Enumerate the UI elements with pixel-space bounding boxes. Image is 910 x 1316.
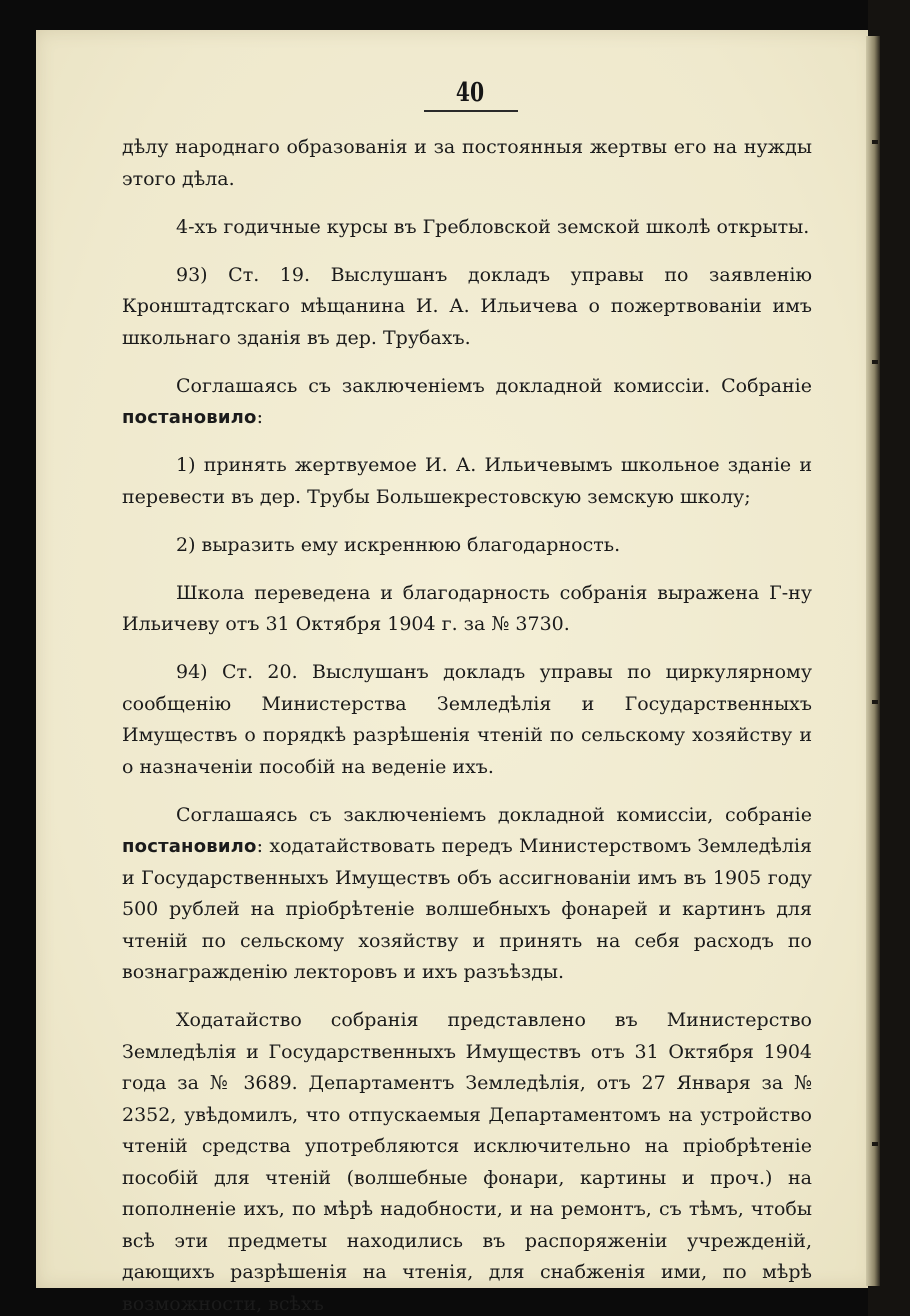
page-number: 40 [455,78,485,108]
paragraph: Школа переведена и благодарность собранія выражена Г-ну Ильичеву отъ 31 Октября 1904 г. за № 3730. [122,581,812,635]
edge-mark [872,140,878,144]
edge-mark [872,360,878,364]
paragraph-text: : ходатайствовать передъ Министерствомъ Земледѣлія и Государственныхъ Имуществъ объ ассигнованіи имъ въ 1905 году 500 рублей на пріобрѣтеніе волшебныхъ фонарей и картинъ для чтеній по сельскому хозяйству и принять на себя расходъ по вознагражденію лекторовъ и ихъ разъѣзды. [122,835,812,983]
paragraph-with-resolution [122,371,812,434]
header-rule [424,110,518,112]
paragraph-text: Соглашаясь съ заключеніемъ докладной комиссіи. Собраніе [176,374,812,397]
paragraph: Ходатайство собранія представлено въ Министерство Земледѣлія и Государственныхъ Имуществъ отъ 31 Октября 1904 года за № 3689. Департаментъ Земледѣлія, отъ 27 Января за № 2352, увѣдомилъ, что отпускаемыя Департаментомъ на устройство чтеній средства употребляются исключительно на пріобрѣтеніе пособій для чтеній (волшебные фонари, картины и проч.) на пополненіе ихъ, по мѣрѣ надобности, и на ремонтъ, съ тѣмъ, чтобы всѣ эти предметы находились въ распоряженіи учрежденій, дающихъ разрѣшенія на чтенія, для снабженія ими, по мѣрѣ возможности, всѣхъ [122,1009,812,1315]
page-edge [866,36,880,1286]
paragraph: 93) Ст. 19. Выслушанъ докладъ управы по заявленію Кронштадтскаго мѣщанина И. А. Ильичева о пожертвованіи имъ школьнаго зданія въ дер. Трубахъ. [122,263,812,349]
paragraph-with-resolution [122,800,812,989]
page-body [122,132,812,1316]
paragraph: дѣлу народнаго образованія и за постоянныя жертвы его на нужды этого дѣла. [122,136,812,190]
paragraph-text: Соглашаясь съ заключеніемъ докладной комиссіи, собраніе [176,803,812,826]
edge-mark [872,1142,878,1146]
resolution-keyword: постановило [122,836,257,857]
paragraph: 94) Ст. 20. Выслушанъ докладъ управы по циркулярному сообщенію Министерства Земледѣлія и Государственныхъ Имуществъ о порядкѣ разрѣшенія чтеній по сельскому хозяйству и о назначеніи пособій на веденіе ихъ. [122,661,812,778]
paragraph: 4-хъ годичные курсы въ Гребловской земской школѣ открыты. [176,215,810,238]
resolution-keyword: постановило [122,407,257,428]
edge-mark [872,700,878,704]
paragraph: 2) выразить ему искреннюю благодарность. [176,533,621,556]
paragraph: 1) принять жертвуемое И. А. Ильичевымъ школьное зданіе и перевести въ дер. Трубы Большекрестовскую земскую школу; [122,454,812,508]
paragraph-text: : [256,406,264,428]
